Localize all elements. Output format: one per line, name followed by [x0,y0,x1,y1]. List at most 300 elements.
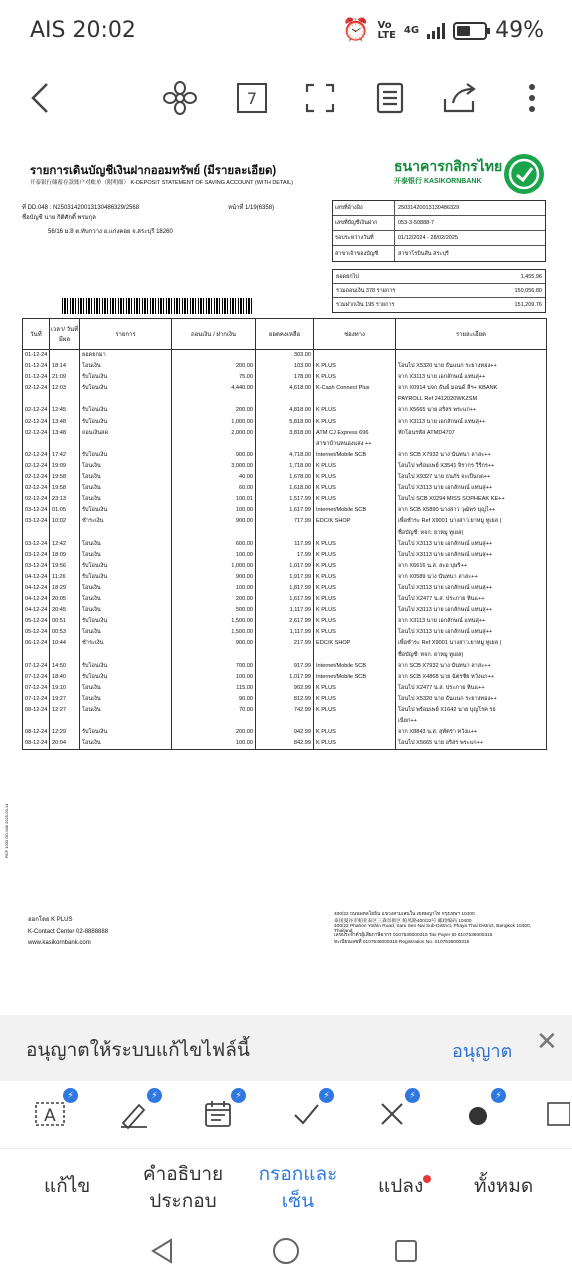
table-cell: 902.99 [256,683,314,694]
table-cell: 100.00 [172,505,256,516]
table-cell: โอนไป X2477 น.ส. ประภาย หินแ++ [396,594,547,605]
account-info-box [332,200,546,262]
date-icon[interactable] [198,1090,242,1134]
table-cell: 1,718.00 [256,461,314,472]
table-cell: รับโอนเงิน [80,672,172,683]
close-icon[interactable]: ✕ [536,1027,558,1057]
table-cell: 03-12-24 [23,505,50,516]
table-cell: 00:53 [50,627,80,638]
table-cell: รับโอนเงิน [80,372,172,383]
table-cell: 12:27 [50,705,80,716]
table-cell: 14:50 [50,661,80,672]
table-cell: 04-12-24 [23,583,50,594]
customer-name: ชื่อบัญชี นาย กิติศักดิ์ พรมกุล [22,215,96,221]
table-row [23,583,547,594]
premium-badge-icon: ⚡ [319,1088,334,1103]
table-row [23,494,547,505]
summary-row: รวมถอนเงิน 378 รายการ 150,056.80 [333,284,545,298]
table-cell: 2,000.00 [172,428,256,439]
table-row [23,516,547,527]
table-cell: 02-12-24 [23,461,50,472]
table-cell [314,528,396,539]
table-cell: โอนเงิน [80,627,172,638]
table-cell: 200.00 [172,594,256,605]
table-cell: 08-12-24 [23,738,50,750]
table-row [23,738,547,750]
tab-annotate[interactable]: คำอธิบาย ประกอบ [142,1163,224,1212]
table-cell: 600.00 [172,539,256,550]
table-cell: ATM CJ Express 696 [314,428,396,439]
table-cell [256,439,314,450]
table-cell: โอนเงิน [80,539,172,550]
table-cell: 02-12-24 [23,494,50,505]
table-cell: 100.00 [172,550,256,561]
premium-badge-icon: ⚡ [63,1088,78,1103]
table-cell: จาก SCB X4868 นาย ฉัตรชัย หวังแก++ [396,672,547,683]
table-cell: รับโอนเงิน [80,505,172,516]
table-cell: 742.99 [256,705,314,716]
table-cell: 07-12-24 [23,694,50,705]
table-cell: Internet/Mobile SCB [314,450,396,461]
table-cell: 40.00 [172,472,256,483]
table-cell: 842.99 [256,738,314,750]
table-row [23,550,547,561]
table-cell: K PLUS [314,361,396,372]
footer-address-en: 400/22 Phahon Yothin Road, Sam Sen Nai Sub-District, Phaya Thai District, Bangkok 10400, Thailand [334,924,531,934]
table-cell: 117.99 [256,539,314,550]
table-cell: 100.00 [172,672,256,683]
table-row [23,716,547,727]
table-cell: 02-12-24 [23,417,50,428]
table-cell: 100.00 [172,583,256,594]
table-cell [172,650,256,661]
table-cell: K PLUS [314,461,396,472]
table-cell: จาก X5665 นาย อริสร พระแก++ [396,405,547,416]
table-cell: K PLUS [314,550,396,561]
table-cell: K PLUS [314,727,396,738]
text-field-icon[interactable] [30,1090,74,1134]
table-row [23,650,547,661]
table-cell: 1,500.00 [172,627,256,638]
table-cell: K PLUS [314,605,396,616]
table-cell: 900.00 [172,450,256,461]
table-cell: 1,017.99 [256,672,314,683]
system-nav-bar [0,1222,572,1280]
table-cell: 2,617.99 [256,616,314,627]
table-row [23,572,547,583]
table-cell: เนียก++ [396,716,547,727]
table-cell: 08-12-24 [23,705,50,716]
footer-registration: ทะเบียนเลขที่ 0107536000315 Registration No. 0107536000315 [334,940,470,945]
table-cell [80,650,172,661]
table-cell: รับโอนเงิน [80,561,172,572]
table-cell [396,439,547,450]
page-count: 7 [237,83,267,113]
table-cell: โอนเงิน [80,472,172,483]
column-header: วันที่ [23,319,50,350]
table-cell: จาก X0589 นาง นันทนา ลาสะ++ [396,572,547,583]
table-cell: 02-12-24 [23,405,50,416]
table-cell: 900.00 [172,572,256,583]
account-info-row: สาขาเจ้าของบัญชี สาขาโรบินสัน สระบุรี [333,246,545,261]
table-cell [314,350,396,362]
table-cell: 1,617.99 [256,505,314,516]
table-cell: 700.00 [172,661,256,672]
table-cell: 03-12-24 [23,550,50,561]
table-cell [80,528,172,539]
table-cell: EDC/K SHOP [314,516,396,527]
table-cell: โอนเงิน [80,361,172,372]
table-cell: 500.00 [172,605,256,616]
table-cell: 1,917.99 [256,572,314,583]
tab-all[interactable]: ทั้งหมด [474,1175,534,1197]
table-cell: 18:14 [50,361,80,372]
table-cell: 20:04 [50,738,80,750]
account-info-row: เลขที่อ้างอิง 25031420013130486329 [333,201,545,216]
table-cell [23,394,50,405]
table-cell [314,716,396,727]
table-cell: โอนเงิน [80,594,172,605]
table-cell: K PLUS [314,572,396,583]
table-cell: 12:29 [50,727,80,738]
table-cell: 13:48 [50,428,80,439]
fill-sign-tools [0,1082,572,1148]
table-cell: 23:13 [50,494,80,505]
table-cell: K PLUS [314,705,396,716]
table-cell: โอนเงิน [80,683,172,694]
table-cell: โอนไป X3113 นาย เอกลักษณ์ แทนสุ++ [396,483,547,494]
table-cell: โอนไป X5320 นาย ธันแนก ระยางทอง++ [396,694,547,705]
table-cell: 4,440.00 [172,383,256,394]
table-cell: 12:45 [50,405,80,416]
table-cell: 02-12-24 [23,428,50,439]
table-cell: ชำระเงิน [80,638,172,649]
table-cell: K PLUS [314,405,396,416]
table-cell: รับโอนเงิน [80,616,172,627]
nav-back-icon[interactable] [142,1234,182,1268]
table-cell: ยอดยกมา [80,350,172,362]
table-row [23,439,547,450]
table-cell: 18:09 [50,550,80,561]
back-icon[interactable] [20,78,60,118]
table-cell: โอนไป X3113 นาย เอกลักษณ์ แทนสุ++ [396,627,547,638]
table-cell: 1,117.99 [256,605,314,616]
table-cell: รับโอนเงิน [80,405,172,416]
table-cell: 812.99 [256,694,314,705]
summary-row: ยอดยกไป 1,455.96 [333,270,545,284]
table-header-row [23,319,547,350]
summary-box [332,269,546,313]
table-cell [172,439,256,450]
table-cell: โอนเงิน [80,694,172,705]
signal-icon [427,23,445,39]
column-header: รายการ [80,319,172,350]
table-cell: PAYROLL Ref 2412020WKZSM [396,394,547,405]
table-cell: 18:29 [50,583,80,594]
table-cell: K PLUS [314,372,396,383]
table-cell: 04-12-24 [23,594,50,605]
table-cell: เพื่อชำระ Ref X9001 นางสาว.ยาหมู ทูเยล ( [396,638,547,649]
table-cell: 3,818.00 [256,428,314,439]
table-cell: 01:05 [50,505,80,516]
tab-edit[interactable]: แก้ไข [44,1175,91,1197]
volte-indicator: Vo LTE [377,19,396,41]
table-cell: จาก X3113 นาย เอกลักษณ์ แทนสุ++ [396,372,547,383]
signature-icon[interactable] [114,1090,158,1134]
tab-convert-label: แปลง [378,1175,424,1197]
table-cell: K PLUS [314,594,396,605]
table-cell: 1,617.99 [256,594,314,605]
table-cell: 1,000.00 [172,561,256,572]
table-row [23,394,547,405]
table-cell: โอนเงิน [80,494,172,505]
statement-page [4,138,554,963]
table-cell: 19:27 [50,694,80,705]
nav-recents-icon[interactable] [386,1234,426,1268]
table-cell: หักโอนรหัส ATMD4707 [396,428,547,439]
table-cell: เพื่อชำระ Ref X9001 นางสาว.ยาหมู ทูเยล ( [396,516,547,527]
table-cell: 19:56 [50,561,80,572]
table-cell: โอนไป X5665 นาย อริสร พระแก++ [396,738,547,750]
table-cell: โอนไป พร้อมเพย์ X1642 นาย บุญโรค รธ [396,705,547,716]
table-cell [50,650,80,661]
battery-percent: 49% [495,18,544,43]
table-cell: โอนไป X3113 นาย เอกลักษณ์ แทนสุ++ [396,550,547,561]
footer-address-cn: 泰国曼谷市帕亚泰区三森奈街区 帕凤路400/22号 邮政编码 10400 [334,919,472,924]
table-cell [50,528,80,539]
table-cell: K PLUS [314,694,396,705]
table-cell: 03-12-24 [23,561,50,572]
table-cell: 1,678.00 [256,472,314,483]
table-cell: 200.00 [172,727,256,738]
table-cell: 07-12-24 [23,672,50,683]
table-cell: 02-12-24 [23,383,50,394]
table-cell: 103.00 [256,361,314,372]
table-row [23,483,547,494]
table-cell: 12:42 [50,539,80,550]
table-cell [23,650,50,661]
table-cell: 02-12-24 [23,450,50,461]
table-cell: 60.00 [172,483,256,494]
table-cell: 12:03 [50,383,80,394]
table-cell: 200.00 [172,361,256,372]
table-cell: K PLUS [314,561,396,572]
table-cell: 05-12-24 [23,616,50,627]
table-cell: Internet/Mobile SCB [314,661,396,672]
table-row [23,727,547,738]
table-cell: 900.00 [172,516,256,527]
table-row [23,528,547,539]
table-cell: Internet/Mobile SCB [314,505,396,516]
table-cell [314,394,396,405]
column-header: ถอนเงิน / ฝากเงิน [172,319,256,350]
table-cell: 217.99 [256,638,314,649]
table-cell: โอนไป X5320 นาย ธันแนก ระยางทอง++ [396,361,547,372]
table-cell: 02-12-24 [23,483,50,494]
table-cell: 100.01 [172,494,256,505]
table-cell: K PLUS [314,738,396,750]
flower-icon[interactable] [160,78,200,118]
svg-text:A: A [44,1106,56,1126]
side-code: RCF 1030 DD.048 2025-03-14 [4,803,9,858]
table-cell: 08-12-24 [23,727,50,738]
table-row [23,417,547,428]
table-cell: Internet/Mobile SCB [314,672,396,683]
table-cell [50,716,80,727]
alarm-icon: ⏰ [342,18,370,43]
customer-address: 56/16 ม.8 ต.ทับกวาง อ.แก่งคอย จ.สระบุรี 18260 [48,229,173,235]
table-row [23,539,547,550]
table-cell [23,528,50,539]
table-row [23,705,547,716]
table-cell: โอนไป X2477 น.ส. ประภาย หินแ++ [396,683,547,694]
table-cell: 07-12-24 [23,683,50,694]
footer-contact: K-Contact Center 02-8888888 [28,929,109,935]
table-cell [50,350,80,362]
table-cell: K PLUS [314,472,396,483]
table-cell: 03-12-24 [23,516,50,527]
table-cell: โอนเงิน [80,483,172,494]
kbank-logo-icon [504,154,544,194]
table-cell: ชำระเงิน [80,516,172,527]
table-cell: 06-12-24 [23,638,50,649]
table-row [23,672,547,683]
table-cell: K PLUS [314,494,396,505]
table-cell: 900.00 [172,638,256,649]
table-row [23,405,547,416]
premium-badge-icon: ⚡ [405,1088,420,1103]
table-cell: 115.00 [172,683,256,694]
notification-dot-icon [423,1175,431,1183]
table-cell: 19:09 [50,461,80,472]
table-cell: 1,817.99 [256,583,314,594]
reference-line: ที่ DD.048 : N25031420013130486329/2568 [22,205,140,211]
table-cell: EDC/K SHOP [314,638,396,649]
column-header: เวลา/ วันที่มีผล [50,319,80,350]
table-cell: ชื่อบัญชี: หจก. ยาหมู ทูเยล) [396,528,547,539]
table-row [23,361,547,372]
table-cell: 19:58 [50,472,80,483]
table-cell: 18:40 [50,672,80,683]
table-cell: จาก X8843 น.ส. สุพัตรา หวังแ++ [396,727,547,738]
table-cell: โอนเงิน [80,705,172,716]
table-row [23,372,547,383]
cross-icon[interactable] [372,1090,416,1134]
statement-subtitle: 开泰银行储蓄存款账户对账单（附明细） K-DEPOSIT STATEMENT OF SAVING ACCOUNT (WITH DETAIL) [30,180,293,186]
table-row [23,505,547,516]
document-icon[interactable] [370,78,410,118]
table-cell: โอนเงิน [80,583,172,594]
table-cell [256,394,314,405]
table-cell: K PLUS [314,616,396,627]
table-cell [396,350,547,362]
fullscreen-icon[interactable] [300,78,340,118]
transactions-table [22,318,547,750]
bank-subname: 开泰银行 KASIKORNBANK [394,178,482,185]
table-row [23,383,547,394]
table-cell: จาก X0914 บจก.ธันย์ มอนด์ ลีฯ+ KBANK [396,383,547,394]
checkmark-icon[interactable] [286,1090,330,1134]
table-cell: 1,517.99 [256,494,314,505]
table-cell: โอนเงิน [80,461,172,472]
table-cell: 303.00 [256,350,314,362]
table-row [23,638,547,649]
table-cell: 75.00 [172,372,256,383]
dot-icon[interactable] [458,1090,502,1134]
status-bar [0,0,572,64]
table-cell: 4,818.00 [256,405,314,416]
table-row [23,461,547,472]
table-cell: K PLUS [314,483,396,494]
table-cell: รับโอนเงิน [80,572,172,583]
table-cell: รับโอนเงิน [80,417,172,428]
table-cell [80,394,172,405]
share-icon[interactable] [440,78,480,118]
table-cell: 17:42 [50,450,80,461]
box-icon[interactable] [540,1094,570,1134]
table-cell [50,394,80,405]
table-row [23,605,547,616]
table-cell: 200.00 [172,405,256,416]
table-cell: โอนเงิน [80,550,172,561]
table-cell: 01-12-24 [23,372,50,383]
table-cell [172,350,256,362]
premium-badge-icon: ⚡ [491,1088,506,1103]
page-count-icon[interactable] [232,78,272,118]
footer-website[interactable]: www.kasikornbank.com [28,940,91,946]
table-cell [256,650,314,661]
table-cell: จาก X6616 น.ส. สะอ บุษริ++ [396,561,547,572]
summary-row: รวมฝากเงิน 195 รายการ 151,209.76 [336,302,542,308]
table-cell: 917.99 [256,661,314,672]
table-cell: จาก X3113 นาย เอกลักษณ์ แทนสุ++ [396,616,547,627]
table-cell: จาก X3113 นาย เอกลักษณ์ แทนสุ++ [396,417,547,428]
table-row [23,616,547,627]
table-cell: จาก SCB X7932 นาง นันทนา ลาสะ++ [396,450,547,461]
table-cell: 717.99 [256,516,314,527]
table-cell: 19:58 [50,483,80,494]
permission-banner [0,1015,572,1081]
table-cell: 02-12-24 [23,472,50,483]
nav-home-icon[interactable] [266,1234,306,1268]
more-icon[interactable] [512,78,552,118]
table-row [23,428,547,439]
table-cell: 100.00 [172,738,256,750]
tab-fill-sign[interactable]: กรอกและ เซ็น [258,1163,338,1212]
table-cell: 3,000.00 [172,461,256,472]
table-cell [314,650,396,661]
tab-convert[interactable] [378,1173,431,1200]
table-row [23,561,547,572]
allow-button[interactable]: อนุญาต [452,1041,513,1062]
column-header: รายละเอียด [396,319,547,350]
table-cell: โอนไป X3113 นาย เอกลักษณ์ แทนสุ++ [396,605,547,616]
table-cell: 1,500.00 [172,616,256,627]
footer-address-th: 400/22 ถนนพหลโยธิน แขวงสามเสนใน เขตพญาไท กรุงเทพฯ 10400 [334,912,475,917]
table-cell: 00:51 [50,616,80,627]
table-cell [172,716,256,727]
table-cell: 19:10 [50,683,80,694]
table-cell: 70.00 [172,705,256,716]
table-cell: 20:05 [50,594,80,605]
premium-badge-icon: ⚡ [147,1088,162,1103]
table-cell: 04-12-24 [23,605,50,616]
viewer-toolbar [0,64,572,130]
account-info-row: รอบระหว่างวันที่ 01/12/2024 - 28/02/2025 [333,231,545,246]
table-row [23,450,547,461]
table-cell: 1,000.00 [172,417,256,428]
table-cell: K PLUS [314,417,396,428]
